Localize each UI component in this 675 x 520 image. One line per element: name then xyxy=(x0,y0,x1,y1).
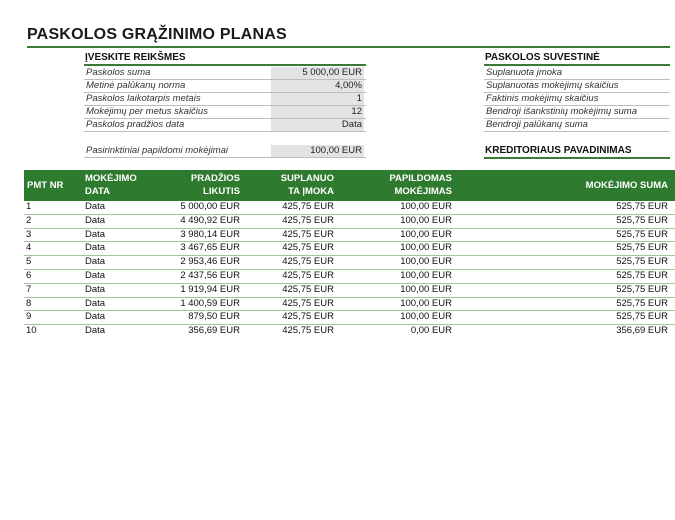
cell-total-payment: 525,75 EUR xyxy=(616,311,668,323)
table-row xyxy=(24,325,675,338)
table-row xyxy=(24,284,675,298)
start-date-input[interactable]: Data xyxy=(271,119,364,131)
cell-extra-payment: 100,00 EUR xyxy=(400,311,452,323)
loan-amount-input[interactable]: 5 000,00 EUR xyxy=(271,67,364,79)
cell-total-payment: 525,75 EUR xyxy=(616,228,668,240)
summary-row xyxy=(484,106,670,119)
cell-extra-payment: 100,00 EUR xyxy=(400,214,452,226)
header-start-balance-1: PRADŽIOS xyxy=(190,173,240,184)
cell-extra-payment: 100,00 EUR xyxy=(400,242,452,254)
header-payment-date-2: DATA xyxy=(85,186,110,197)
table-row xyxy=(24,215,675,229)
cell-planned-payment: 425,75 EUR xyxy=(282,297,334,309)
cell-total-payment: 525,75 EUR xyxy=(616,283,668,295)
input-label: Paskolos laikotarpis metais xyxy=(86,93,201,104)
cell-extra-payment: 100,00 EUR xyxy=(400,256,452,268)
cell-extra-payment: 100,00 EUR xyxy=(400,283,452,295)
cell-start-balance: 1 919,94 EUR xyxy=(180,283,240,295)
summary-divider xyxy=(484,64,670,66)
extra-payments-input[interactable]: 100,00 EUR xyxy=(271,145,364,157)
summary-label: Suplanuota įmoka xyxy=(486,67,563,78)
cell-planned-payment: 425,75 EUR xyxy=(282,283,334,295)
input-label: Mokėjimų per metus skaičius xyxy=(86,106,208,117)
cell-total-payment: 525,75 EUR xyxy=(616,201,668,212)
cell-total-payment: 525,75 EUR xyxy=(616,269,668,281)
inputs-divider xyxy=(84,64,366,66)
table-row xyxy=(24,311,675,325)
cell-start-balance: 1 400,59 EUR xyxy=(180,297,240,309)
table-row xyxy=(24,229,675,243)
cell-extra-payment: 100,00 EUR xyxy=(400,269,452,281)
cell-pmt-nr: 1 xyxy=(26,201,32,212)
lender-divider xyxy=(484,157,670,159)
input-row-start-date xyxy=(84,119,366,132)
table-row xyxy=(24,298,675,312)
table-row xyxy=(24,201,675,215)
cell-planned-payment: 425,75 EUR xyxy=(282,201,334,212)
summary-label: Bendroji palūkanų suma xyxy=(486,119,588,130)
input-row-extra-payments xyxy=(84,145,366,158)
cell-date: Data xyxy=(85,214,106,226)
header-pmt-nr: PMT NR xyxy=(27,180,64,191)
title-divider xyxy=(27,46,670,48)
cell-planned-payment: 425,75 EUR xyxy=(282,325,334,337)
cell-pmt-nr: 9 xyxy=(26,311,32,323)
cell-date: Data xyxy=(85,269,106,281)
cell-date: Data xyxy=(85,311,106,323)
cell-planned-payment: 425,75 EUR xyxy=(282,214,334,226)
table-row xyxy=(24,242,675,256)
input-label: Paskolos pradžios data xyxy=(86,119,185,130)
input-row-loan-term xyxy=(84,93,366,106)
table-row xyxy=(24,256,675,270)
summary-row xyxy=(484,93,670,106)
input-label: Paskolos suma xyxy=(86,67,151,78)
summary-heading: PASKOLOS SUVESTINĖ xyxy=(485,52,600,63)
cell-pmt-nr: 3 xyxy=(26,228,32,240)
header-extra-payment-1: PAPILDOMAS xyxy=(389,173,452,184)
cell-total-payment: 525,75 EUR xyxy=(616,297,668,309)
cell-start-balance: 356,69 EUR xyxy=(188,325,240,337)
cell-extra-payment: 100,00 EUR xyxy=(400,297,452,309)
inputs-heading: ĮVESKITE REIKŠMES xyxy=(85,52,186,63)
input-label: Pasirinktiniai papildomi mokėjimai xyxy=(86,145,229,156)
cell-date: Data xyxy=(85,256,106,268)
schedule-table xyxy=(24,201,675,338)
table-header xyxy=(24,170,675,201)
cell-planned-payment: 425,75 EUR xyxy=(282,269,334,281)
cell-pmt-nr: 5 xyxy=(26,256,32,268)
loan-term-input[interactable]: 1 xyxy=(271,93,364,105)
cell-date: Data xyxy=(85,325,106,337)
cell-start-balance: 4 490,92 EUR xyxy=(180,214,240,226)
header-start-balance-2: LIKUTIS xyxy=(203,186,240,197)
cell-pmt-nr: 6 xyxy=(26,269,32,281)
summary-label: Faktinis mokėjimų skaičius xyxy=(486,93,599,104)
input-row-interest-rate xyxy=(84,80,366,93)
cell-total-payment: 525,75 EUR xyxy=(616,256,668,268)
header-planned-payment-2: TA ĮMOKA xyxy=(288,186,334,197)
cell-planned-payment: 425,75 EUR xyxy=(282,228,334,240)
cell-start-balance: 3 980,14 EUR xyxy=(180,228,240,240)
cell-extra-payment: 0,00 EUR xyxy=(410,325,452,337)
cell-pmt-nr: 8 xyxy=(26,297,32,309)
input-label: Metinė palūkanų norma xyxy=(86,80,186,91)
cell-pmt-nr: 10 xyxy=(26,325,37,337)
cell-date: Data xyxy=(85,283,106,295)
cell-total-payment: 356,69 EUR xyxy=(616,325,668,337)
cell-planned-payment: 425,75 EUR xyxy=(282,256,334,268)
summary-row xyxy=(484,80,670,93)
cell-date: Data xyxy=(85,242,106,254)
header-extra-payment-2: MOKĖJIMAS xyxy=(394,186,452,197)
summary-row xyxy=(484,67,670,80)
payments-per-year-input[interactable]: 12 xyxy=(271,106,364,118)
interest-rate-input[interactable]: 4,00% xyxy=(271,80,364,92)
cell-start-balance: 5 000,00 EUR xyxy=(180,201,240,212)
summary-row xyxy=(484,119,670,132)
header-total-payment: MOKĖJIMO SUMA xyxy=(585,180,668,191)
cell-total-payment: 525,75 EUR xyxy=(616,214,668,226)
cell-start-balance: 2 437,56 EUR xyxy=(180,269,240,281)
cell-pmt-nr: 7 xyxy=(26,283,32,295)
cell-start-balance: 879,50 EUR xyxy=(188,311,240,323)
header-planned-payment-1: SUPLANUO xyxy=(280,173,334,184)
summary-label: Suplanuotas mokėjimų skaičius xyxy=(486,80,619,91)
cell-total-payment: 525,75 EUR xyxy=(616,242,668,254)
cell-start-balance: 3 467,65 EUR xyxy=(180,242,240,254)
cell-extra-payment: 100,00 EUR xyxy=(400,228,452,240)
cell-pmt-nr: 4 xyxy=(26,242,32,254)
cell-start-balance: 2 953,46 EUR xyxy=(180,256,240,268)
summary-label: Bendroji išankstinių mokėjimų suma xyxy=(486,106,638,117)
table-row xyxy=(24,270,675,284)
header-payment-date-1: MOKĖJIMO xyxy=(85,173,137,184)
lender-name-heading[interactable]: KREDITORIAUS PAVADINIMAS xyxy=(485,145,632,156)
cell-date: Data xyxy=(85,228,106,240)
input-row-loan-amount xyxy=(84,67,366,80)
cell-planned-payment: 425,75 EUR xyxy=(282,311,334,323)
cell-extra-payment: 100,00 EUR xyxy=(400,201,452,212)
cell-pmt-nr: 2 xyxy=(26,214,32,226)
cell-planned-payment: 425,75 EUR xyxy=(282,242,334,254)
cell-date: Data xyxy=(85,297,106,309)
cell-date: Data xyxy=(85,201,106,212)
page-title: PASKOLOS GRĄŽINIMO PLANAS xyxy=(27,26,287,43)
input-row-payments-per-year xyxy=(84,106,366,119)
